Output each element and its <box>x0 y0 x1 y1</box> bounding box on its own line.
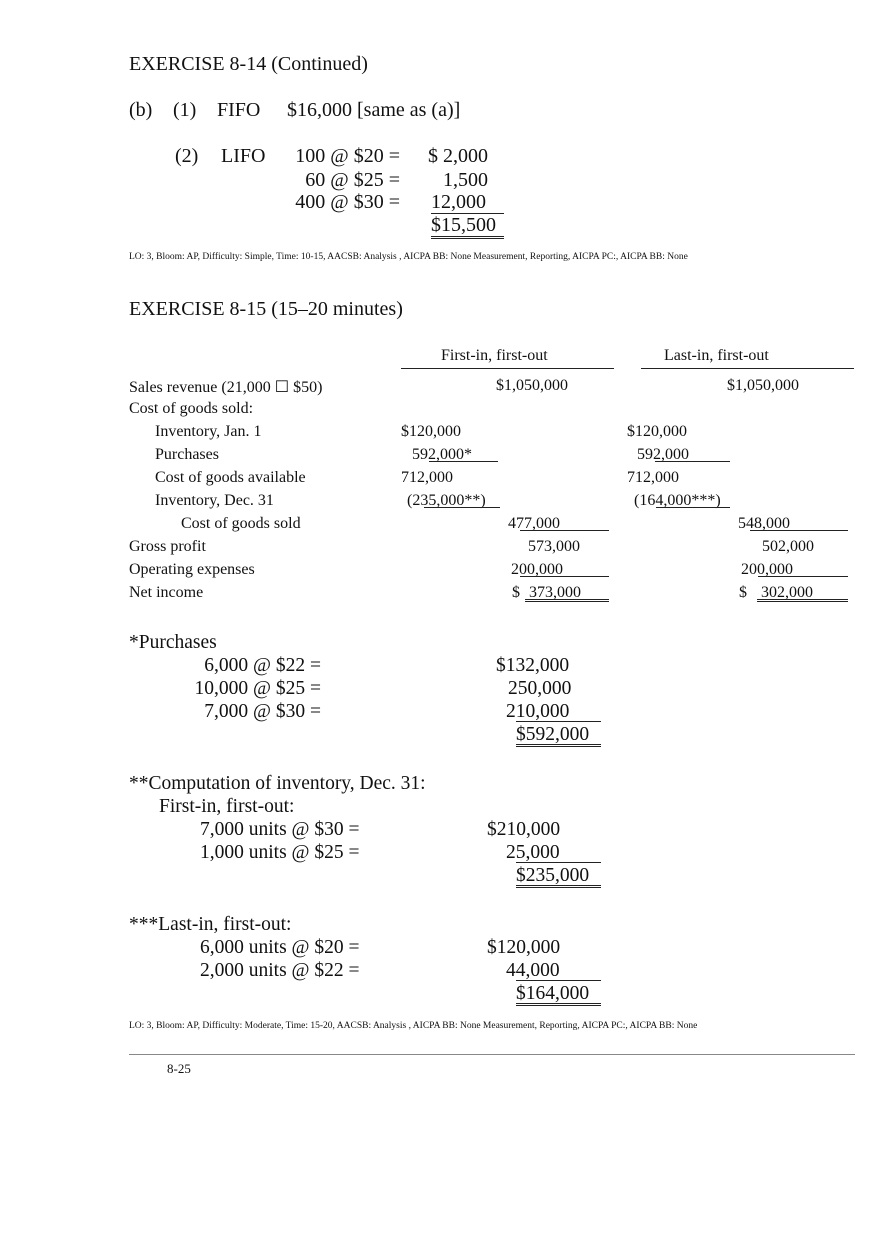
opex-fifo-underline <box>520 576 609 577</box>
col-header-lifo: Last-in, first-out <box>664 347 769 364</box>
col-header-lifo-rule <box>641 368 854 369</box>
ex14-total-line-2 <box>431 238 504 239</box>
ex14-lifo-total: $15,500 <box>431 214 496 236</box>
row-gross-label: Gross profit <box>129 538 206 555</box>
inv-dec-fifo-underline <box>424 507 500 508</box>
row-gross-fifo: 573,000 <box>528 538 580 555</box>
purchases-note-amount-2: 250,000 <box>508 678 572 699</box>
fifo-note-total: $235,000 <box>516 865 590 886</box>
lifo-note-calc-2: 2,000 units @ $22 = <box>200 960 360 981</box>
page-number: 8-25 <box>167 1061 191 1076</box>
row-opex-label: Operating expenses <box>129 561 255 578</box>
net-lifo-dbl-line-2 <box>757 601 848 602</box>
ex14-lifo-amount-3: 12,000 <box>431 191 486 213</box>
row-inv-dec-label: Inventory, Dec. 31 <box>155 492 274 509</box>
ex14-lifo-amount-2: 1,500 <box>443 169 488 191</box>
row-inv-jan-fifo: $120,000 <box>401 423 461 440</box>
ex14-item1-num: (1) <box>173 99 197 121</box>
col-header-fifo: First-in, first-out <box>441 347 548 364</box>
ex14-b-label: (b) <box>129 99 153 121</box>
ex14-lifo-calc-2: 60 @ $25 = <box>305 169 400 191</box>
row-net-fifo: 373,000 <box>529 584 581 601</box>
row-available-lifo: 712,000 <box>627 469 679 486</box>
net-fifo-dbl-line-2 <box>525 601 609 602</box>
row-opex-fifo: 200,000 <box>511 561 563 578</box>
fifo-note-calc-1: 7,000 units @ $30 = <box>200 819 360 840</box>
purchases-note-total-line-1 <box>516 744 601 745</box>
purchases-note-total: $592,000 <box>516 724 590 745</box>
net-lifo-dbl-line-1 <box>757 599 848 600</box>
ex15-lo-line: LO: 3, Bloom: AP, Difficulty: Moderate, Time: 15-20, AACSB: Analysis , AICPA BB: None Measurement, Reporting, AICPA PC:, AICPA BB: None <box>129 1021 698 1031</box>
lifo-note-calc-1: 6,000 units @ $20 = <box>200 937 360 958</box>
col-header-fifo-rule <box>401 368 614 369</box>
row-inv-jan-label: Inventory, Jan. 1 <box>155 423 262 440</box>
row-available-fifo: 712,000 <box>401 469 453 486</box>
row-net-label: Net income <box>129 584 204 601</box>
purchases-lifo-underline <box>655 461 730 462</box>
row-net-lifo: 302,000 <box>761 584 813 601</box>
row-cogs-heading: Cost of goods sold: <box>129 400 254 417</box>
lifo-note-total: $164,000 <box>516 983 590 1004</box>
ex14-item1-text: $16,000 [same as (a)] <box>287 99 461 121</box>
fifo-note-amount-2: 25,000 <box>506 842 560 863</box>
row-purchases-lifo: 592,000 <box>637 446 689 463</box>
row-sales-lifo: $1,050,000 <box>727 377 799 394</box>
row-opex-lifo: 200,000 <box>741 561 793 578</box>
row-purchases-label: Purchases <box>155 446 219 463</box>
row-cogs-fifo: 477,000 <box>508 515 560 532</box>
row-purchases-fifo: 592,000* <box>412 446 472 463</box>
row-inv-dec-fifo: (235,000**) <box>407 492 486 509</box>
row-inv-jan-lifo: $120,000 <box>627 423 687 440</box>
purchases-fifo-underline <box>429 461 498 462</box>
fifo-note-subtitle: First-in, first-out: <box>159 796 295 817</box>
row-net-fifo-dollar: $ <box>512 584 520 601</box>
fifo-note-subtotal-line <box>516 862 601 863</box>
inv-dec-lifo-underline <box>656 507 730 508</box>
fifo-note-title: **Computation of inventory, Dec. 31: <box>129 773 426 794</box>
purchases-note-amount-1: $132,000 <box>496 655 570 676</box>
purchases-note-title: *Purchases <box>129 632 217 653</box>
row-cogs-label: Cost of goods sold <box>181 515 301 532</box>
purchases-note-amount-3: 210,000 <box>506 701 570 722</box>
purchases-note-calc-3: 7,000 @ $30 = <box>204 701 321 722</box>
row-available-label: Cost of goods available <box>155 469 306 486</box>
footer-rule <box>129 1054 855 1055</box>
net-fifo-dbl-line-1 <box>525 599 609 600</box>
lifo-note-total-line-2 <box>516 1005 601 1006</box>
purchases-note-total-line-2 <box>516 746 601 747</box>
ex14-total-line-1 <box>431 236 504 237</box>
row-inv-dec-lifo: (164,000***) <box>634 492 721 509</box>
lifo-note-subtotal-line <box>516 980 601 981</box>
ex14-lo-line: LO: 3, Bloom: AP, Difficulty: Simple, Time: 10-15, AACSB: Analysis , AICPA BB: None Measurement, Reporting, AICPA PC:, AICPA BB: None <box>129 252 688 262</box>
lifo-note-title: ***Last-in, first-out: <box>129 914 292 935</box>
ex14-lifo-calc-3: 400 @ $30 = <box>295 191 400 213</box>
fifo-note-calc-2: 1,000 units @ $25 = <box>200 842 360 863</box>
row-cogs-lifo: 548,000 <box>738 515 790 532</box>
fifo-note-total-line-2 <box>516 887 601 888</box>
purchases-note-subtotal-line <box>516 721 601 722</box>
ex15-title: EXERCISE 8-15 (15–20 minutes) <box>129 298 403 320</box>
lifo-note-amount-1: $120,000 <box>487 937 561 958</box>
fifo-note-amount-1: $210,000 <box>487 819 561 840</box>
purchases-note-calc-1: 6,000 @ $22 = <box>204 655 321 676</box>
row-net-lifo-dollar: $ <box>739 584 747 601</box>
opex-lifo-underline <box>758 576 848 577</box>
lifo-note-total-line-1 <box>516 1003 601 1004</box>
ex14-lifo-amount-1: $ 2,000 <box>428 145 488 167</box>
row-sales-fifo: $1,050,000 <box>496 377 568 394</box>
row-sales-label: Sales revenue (21,000 ☐ $50) <box>129 379 323 396</box>
cogs-fifo-underline <box>520 530 609 531</box>
lifo-note-amount-2: 44,000 <box>506 960 560 981</box>
ex14-item2-num: (2) <box>175 145 199 167</box>
ex14-item2-method: LIFO <box>221 145 266 167</box>
ex14-lifo-calc-1: 100 @ $20 = <box>295 145 400 167</box>
row-gross-lifo: 502,000 <box>762 538 814 555</box>
cogs-lifo-underline <box>750 530 848 531</box>
fifo-note-total-line-1 <box>516 885 601 886</box>
purchases-note-calc-2: 10,000 @ $25 = <box>194 678 321 699</box>
ex14-item1-method: FIFO <box>217 99 261 121</box>
ex14-title: EXERCISE 8-14 (Continued) <box>129 53 368 75</box>
